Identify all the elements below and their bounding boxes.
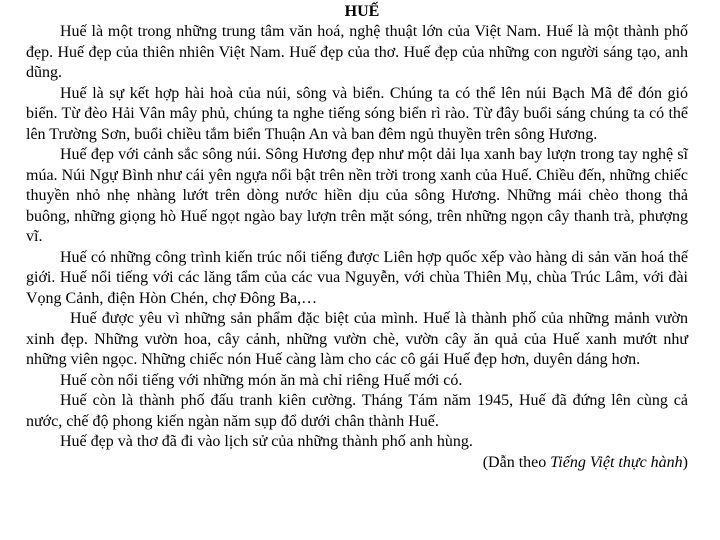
source-prefix: (Dẫn theo (482, 453, 551, 471)
document-title: HUẾ (344, 3, 380, 20)
source-suffix: ) (682, 453, 688, 471)
paragraph-6: Huế còn nổi tiếng với những món ăn mà chỉ riêng Huế mới có. (60, 371, 463, 389)
paragraph-7: Huế còn là thành phố đấu tranh kiên cường. Tháng Tám năm 1945, Huế đã đứng lên cùng cả nước, chế độ phong kiến ngàn năm sụp đổ dưới chân thành Huế. (26, 392, 688, 430)
source-book-title: Tiếng Việt thực hành (550, 453, 683, 471)
paragraph-2: Huế là sự kết hợp hài hoà của núi, sông và biển. Chúng ta có thể lên núi Bạch Mã để đón gió biển. Từ đèo Hải Vân mây phủ, chúng ta nghe tiếng sóng biển rì rào. Từ đây buổi sáng chúng ta có thể lên Trường Sơn, buổi chiều tắm biển Thuận An và ban đêm ngủ thuyền trên sông Hương. (26, 84, 688, 143)
paragraph-5: Huế được yêu vì những sản phẩm đặc biệt của mình. Huế là thành phố của những mảnh vườn xinh đẹp. Những vườn hoa, cây cảnh, những vườn chè, vườn cây ăn quả của Huế xanh mướt như những viên ngọc. Những chiếc nón Huế càng làm cho các cô gái Huế đẹp hơn, duyên dáng hơn. (26, 310, 688, 368)
paragraph-1: Huế là một trong những trung tâm văn hoá, nghệ thuật lớn của Việt Nam. Huế là một thành phố đẹp. Huế đẹp của thiên nhiên Việt Nam. Huế đẹp của thơ. Huế đẹp của những con người sáng tạo, anh dũng. (26, 23, 688, 81)
paragraph-4: Huế có những công trình kiến trúc nổi tiếng được Liên hợp quốc xếp vào hàng di sản văn hoá thế giới. Huế nổi tiếng với các lăng tẩm của các vua Nguyễn, với chùa Thiên Mụ, chùa Trúc Lâm, với đài Vọng Cảnh, điện Hòn Chén, chợ Đông Ba,… (26, 248, 688, 307)
paragraph-8: Huế đẹp và thơ đã đi vào lịch sử của những thành phố anh hùng. (60, 433, 473, 450)
paragraph-3: Huế đẹp với cảnh sắc sông núi. Sông Hương đẹp như một dải lụa xanh bay lượn trong tay nghệ sĩ múa. Núi Ngự Bình như cái yên ngựa nổi bật trên nền trời trong xanh của Huế. Chiều đến, những chiếc thuyền nhỏ nhẹ nhàng lướt trên dòng nước hiền dịu của sông Hương. Những mái chèo thong thả buông, những giọng hò Huế ngọt ngào bay lượn trên mặt sóng, trên những ngọn cây thanh trà, phượng vĩ. (26, 146, 688, 245)
source-citation (26, 453, 688, 473)
